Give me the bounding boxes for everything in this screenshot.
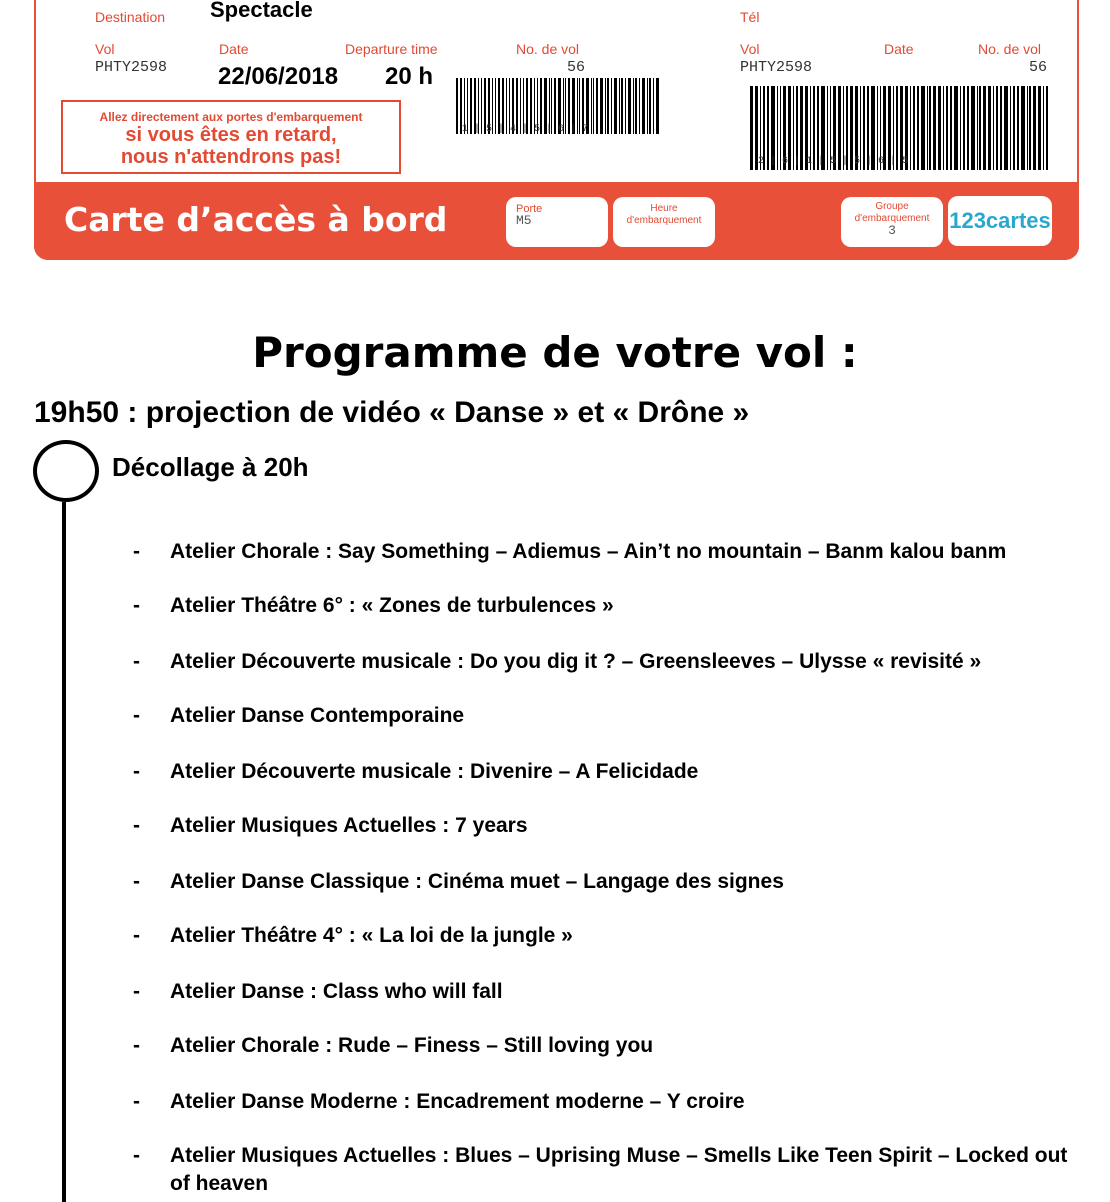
vol-value: PHTY2598 bbox=[95, 59, 168, 76]
bullet-dash: - bbox=[133, 1090, 140, 1113]
bullet-dash: - bbox=[133, 814, 140, 837]
programme-item bbox=[133, 538, 1083, 566]
barcode-bar bbox=[619, 78, 620, 134]
timeline-line bbox=[62, 502, 66, 1202]
barcode-bar bbox=[1010, 86, 1011, 170]
barcode-bar bbox=[913, 86, 915, 170]
barcode-right-digits: 2 | 6 | 1 | 5 | 5 | 6 | 5 bbox=[758, 156, 909, 167]
warning-line-3: nous n'attendrons pas! bbox=[120, 146, 342, 168]
barcode-bar bbox=[611, 78, 613, 134]
date-label-right: Date bbox=[884, 41, 914, 57]
boarding-group-field bbox=[841, 197, 943, 247]
programme-item-text: Atelier Danse Contemporaine bbox=[170, 704, 465, 727]
boarding-time-field bbox=[613, 197, 715, 247]
programme-item-text: Atelier Théâtre 6° : « Zones de turbulences » bbox=[170, 594, 614, 617]
barcode-left-digits: 1 | 5 | 4 | 5 | 6 | 7 bbox=[462, 124, 589, 135]
programme-item bbox=[133, 868, 1083, 896]
bullet-dash: - bbox=[133, 980, 140, 1003]
programme-item bbox=[133, 978, 1083, 1006]
warning-line-2: si vous êtes en retard, bbox=[125, 124, 337, 146]
barcode-bar bbox=[621, 78, 622, 134]
barcode-bar bbox=[605, 78, 606, 134]
barcode-bar bbox=[593, 78, 594, 134]
programme-item-text: Atelier Découverte musicale : Do you dig it ? – Greensleeves – Ulysse « revisité » bbox=[170, 650, 982, 673]
vol-label-right: Vol bbox=[740, 41, 760, 57]
barcode-bar bbox=[639, 78, 641, 134]
barcode-bar bbox=[600, 78, 602, 134]
programme-item bbox=[133, 812, 1083, 840]
bullet-dash: - bbox=[133, 540, 140, 563]
destination-value: Spectacle bbox=[210, 0, 313, 22]
bullet-dash: - bbox=[133, 1034, 140, 1057]
barcode-bar bbox=[946, 86, 948, 170]
barcode-bar bbox=[642, 78, 644, 134]
barcode-bar bbox=[988, 86, 991, 170]
boarding-group-value: 3 bbox=[888, 223, 896, 238]
takeoff-heading: Décollage à 20h bbox=[112, 452, 309, 482]
bullet-dash: - bbox=[133, 594, 140, 617]
bullet-dash: - bbox=[133, 704, 140, 727]
bullet-dash: - bbox=[133, 1144, 140, 1167]
barcode-bar bbox=[954, 86, 957, 170]
barcode-bar bbox=[943, 86, 944, 170]
date-label: Date bbox=[219, 41, 249, 57]
barcode-bar bbox=[628, 78, 630, 134]
barcode-bar bbox=[1000, 86, 1003, 170]
barcode-bar bbox=[596, 78, 598, 134]
barcode-bar bbox=[614, 78, 616, 134]
barcode-bar bbox=[633, 78, 634, 134]
barcode-bar bbox=[591, 78, 592, 134]
boarding-time-label: Heure d'embarquement bbox=[626, 203, 702, 226]
ticket-band bbox=[34, 182, 1079, 260]
barcode-bar bbox=[967, 86, 970, 170]
bullet-dash: - bbox=[133, 760, 140, 783]
barcode-bar bbox=[1004, 86, 1007, 170]
gate-value: M5 bbox=[516, 213, 532, 228]
barcode-bar bbox=[653, 78, 655, 134]
warning-line-1: Allez directement aux portes d'embarquement bbox=[99, 110, 363, 124]
barcode-bar bbox=[927, 86, 928, 170]
barcode-bar bbox=[971, 86, 974, 170]
programme-item bbox=[133, 1032, 1083, 1060]
barcode-bar bbox=[938, 86, 941, 170]
bullet-dash: - bbox=[133, 650, 140, 673]
barcode-bar bbox=[649, 78, 650, 134]
boarding-group-label: Groupe d'embarquement bbox=[854, 201, 930, 224]
barcode-bar bbox=[921, 86, 924, 170]
barcode-bar bbox=[933, 86, 936, 170]
barcode-bar bbox=[960, 86, 961, 170]
barcode-bar bbox=[607, 78, 608, 134]
barcode-bar bbox=[1027, 86, 1028, 170]
programme-item-text: Atelier Découverte musicale : Divenire – A Felicidade bbox=[170, 760, 699, 783]
flight-number-label: No. de vol bbox=[516, 41, 580, 57]
barcode-bar bbox=[910, 86, 911, 170]
bullet-dash: - bbox=[133, 870, 140, 893]
programme-item-text: Atelier Théâtre 4° : « La loi de la jungle » bbox=[170, 924, 573, 947]
barcode-bar bbox=[1017, 86, 1020, 170]
barcode-bar bbox=[983, 86, 986, 170]
barcode-bar bbox=[647, 78, 648, 134]
vol-value-right: PHTY2598 bbox=[740, 59, 813, 76]
programme-item bbox=[133, 1142, 1083, 1198]
programme-item bbox=[133, 702, 1083, 730]
late-warning-box bbox=[61, 100, 401, 174]
programme-item bbox=[133, 648, 1083, 676]
bullet-dash: - bbox=[133, 924, 140, 947]
barcode-bar bbox=[950, 86, 953, 170]
barcode-bar bbox=[996, 86, 998, 170]
barcode-bar bbox=[917, 86, 920, 170]
gate-label: Porte bbox=[516, 203, 543, 215]
barcode-bar bbox=[456, 78, 458, 134]
barcode-bar bbox=[977, 86, 978, 170]
barcode-bar bbox=[656, 78, 658, 134]
flight-number-value: 56 bbox=[567, 59, 586, 76]
ticket-title: Carte d’accès à bord bbox=[64, 200, 448, 239]
barcode-bar bbox=[1033, 86, 1036, 170]
barcode-bar bbox=[979, 86, 981, 170]
programme-item-text: Atelier Musiques Actuelles : Blues – Uprising Muse – Smells Like Teen Spirit – Locked out of heaven bbox=[170, 1144, 1068, 1195]
flight-number-value-right: 56 bbox=[1029, 59, 1048, 76]
projection-line: 19h50 : projection de vidéo « Danse » et « Drône » bbox=[34, 396, 750, 429]
barcode-bar bbox=[1046, 86, 1048, 170]
departure-time-label: Departure time bbox=[345, 41, 438, 57]
flight-number-label-right: No. de vol bbox=[978, 41, 1042, 57]
barcode-bar bbox=[635, 78, 636, 134]
destination-label: Destination bbox=[95, 9, 166, 25]
programme-item-text: Atelier Musiques Actuelles : 7 years bbox=[170, 814, 528, 837]
programme-title: Programme de votre vol : bbox=[252, 328, 858, 377]
programme-item-text: Atelier Chorale : Say Something – Adiemus – Ain’t no mountain – Banm kalou banm bbox=[170, 540, 1007, 563]
barcode-bar bbox=[625, 78, 627, 134]
barcode-bar bbox=[993, 86, 994, 170]
barcode-bar bbox=[963, 86, 965, 170]
vol-label: Vol bbox=[95, 41, 115, 57]
programme-item-text: Atelier Danse Classique : Cinéma muet – Langage des signes bbox=[170, 870, 784, 893]
programme-item bbox=[133, 922, 1083, 950]
programme-item bbox=[133, 758, 1083, 786]
date-value: 22/06/2018 bbox=[218, 63, 339, 90]
barcode-bar bbox=[1021, 86, 1024, 170]
barcode-bar bbox=[1043, 86, 1044, 170]
programme-item-text: Atelier Danse : Class who will fall bbox=[170, 980, 503, 1003]
departure-time-value: 20 h bbox=[385, 63, 434, 90]
barcode-bar bbox=[1038, 86, 1041, 170]
gate-field bbox=[506, 197, 608, 247]
barcode-bar bbox=[929, 86, 931, 170]
programme-item-text: Atelier Chorale : Rude – Finess – Still loving you bbox=[170, 1034, 654, 1057]
programme-item bbox=[133, 592, 1083, 620]
barcode-bar bbox=[1013, 86, 1015, 170]
barcode-bar bbox=[1029, 86, 1031, 170]
timeline-start-circle bbox=[33, 440, 99, 502]
brand-logo: 123cartes bbox=[948, 196, 1052, 246]
programme-item-text: Atelier Danse Moderne : Encadrement moderne – Y croire bbox=[170, 1090, 745, 1113]
programme-item bbox=[133, 1088, 1083, 1116]
barcode-bar bbox=[750, 86, 753, 170]
tel-label: Tél bbox=[740, 9, 760, 25]
